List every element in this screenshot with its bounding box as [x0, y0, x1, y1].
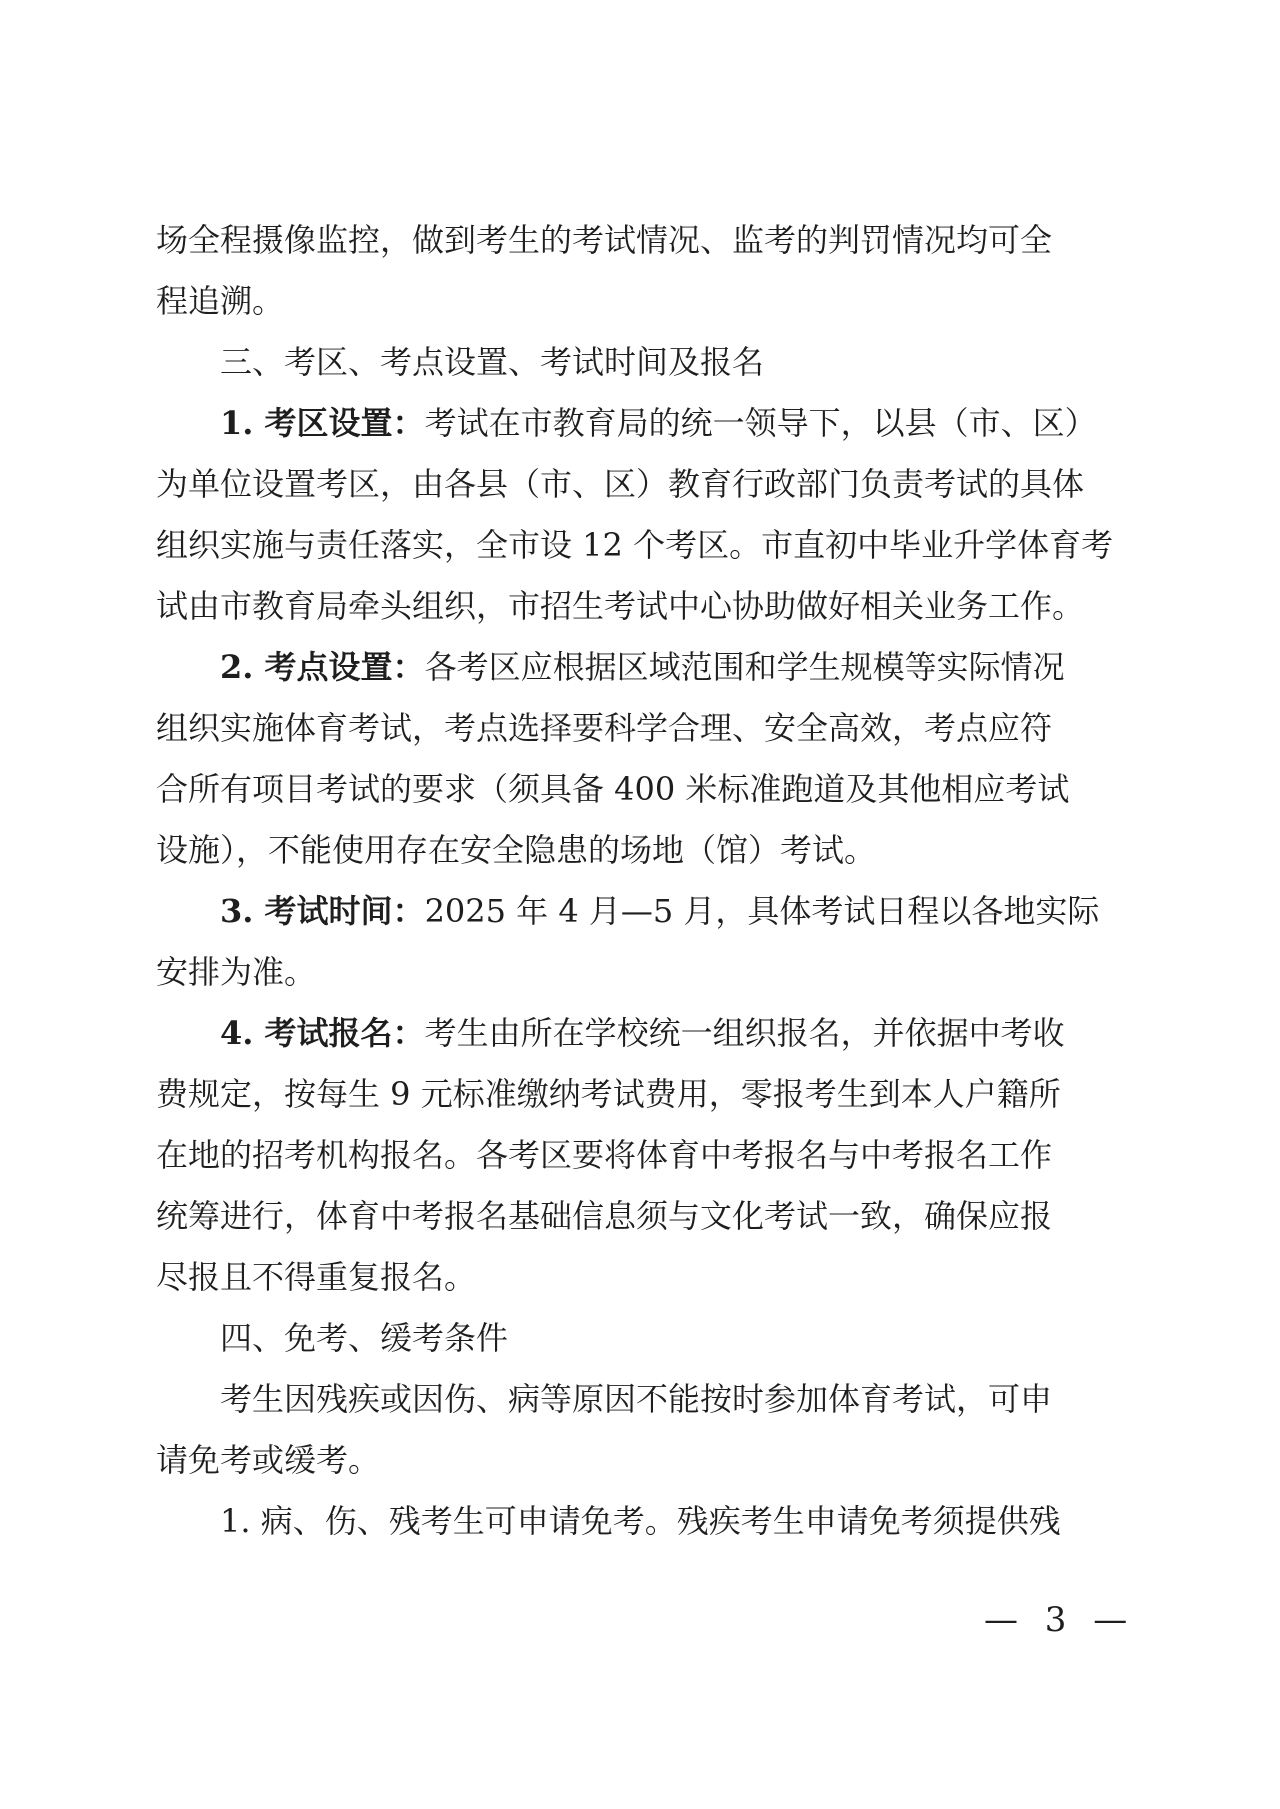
- text-line: 设施），不能使用存在安全隐患的场地（馆）考试。: [156, 831, 877, 869]
- paragraph-label: 1. 考区设置：: [220, 404, 425, 442]
- text-line: 安排为准。: [156, 953, 317, 991]
- paragraph-label: 3. 考试时间：: [220, 892, 425, 930]
- text-line: 考生因残疾或因伤、病等原因不能按时参加体育考试，可申: [220, 1380, 1053, 1418]
- text-line: 请免考或缓考。: [156, 1441, 381, 1479]
- text-line: 统筹进行，体育中考报名基础信息须与文化考试一致，确保应报: [156, 1197, 1053, 1235]
- text-line: 程追溯。: [156, 282, 285, 320]
- text-line: 费规定，按每生 9 元标准缴纳考试费用，零报考生到本人户籍所: [156, 1075, 1061, 1113]
- text-line: 3. 考试时间：2025 年 4 月—5 月，具体考试日程以各地实际: [220, 892, 1100, 930]
- text-line: 1. 病、伤、残考生可申请免考。残疾考生申请免考须提供残: [220, 1502, 1061, 1540]
- paragraph-continuation: [156, 210, 1114, 332]
- text-line: 合所有项目考试的要求（须具备 400 米标准跑道及其他相应考试: [156, 770, 1070, 808]
- text-line: 场全程摄像监控，做到考生的考试情况、监考的判罚情况均可全: [156, 221, 1053, 259]
- text-line: 组织实施体育考试，考点选择要科学合理、安全高效，考点应符: [156, 709, 1053, 747]
- page-number: — 3 —: [984, 1600, 1136, 1640]
- text-line: 1. 考区设置：考试在市教育局的统一领导下，以县（市、区）: [220, 404, 1097, 442]
- document-body: [156, 210, 1114, 1552]
- paragraph-exam-site: [156, 637, 1114, 881]
- section-heading-3: 三、考区、考点设置、考试时间及报名: [220, 343, 765, 381]
- paragraph-exam-district: [156, 393, 1114, 637]
- text-line: 在地的招考机构报名。各考区要将体育中考报名与中考报名工作: [156, 1136, 1053, 1174]
- paragraph-exam-registration: [156, 1003, 1114, 1308]
- paragraph-exam-time: [156, 881, 1114, 1003]
- text-line: 试由市教育局牵头组织，市招生考试中心协助做好相关业务工作。: [156, 587, 1085, 625]
- section-heading-4: 四、免考、缓考条件: [220, 1319, 509, 1357]
- text-line: 2. 考点设置：各考区应根据区域范围和学生规模等实际情况: [220, 648, 1065, 686]
- text-line: 尽报且不得重复报名。: [156, 1258, 477, 1296]
- text-line: 组织实施与责任落实，全市设 12 个考区。市直初中毕业升学体育考: [156, 526, 1114, 564]
- paragraph-exemption-intro: [156, 1369, 1114, 1491]
- paragraph-label: 2. 考点设置：: [220, 648, 425, 686]
- paragraph-exemption-item-1: [156, 1491, 1114, 1552]
- paragraph-label: 4. 考试报名：: [220, 1014, 425, 1052]
- text-line: 为单位设置考区，由各县（市、区）教育行政部门负责考试的具体: [156, 465, 1085, 503]
- text-line: 4. 考试报名：考生由所在学校统一组织报名，并依据中考收: [220, 1014, 1065, 1052]
